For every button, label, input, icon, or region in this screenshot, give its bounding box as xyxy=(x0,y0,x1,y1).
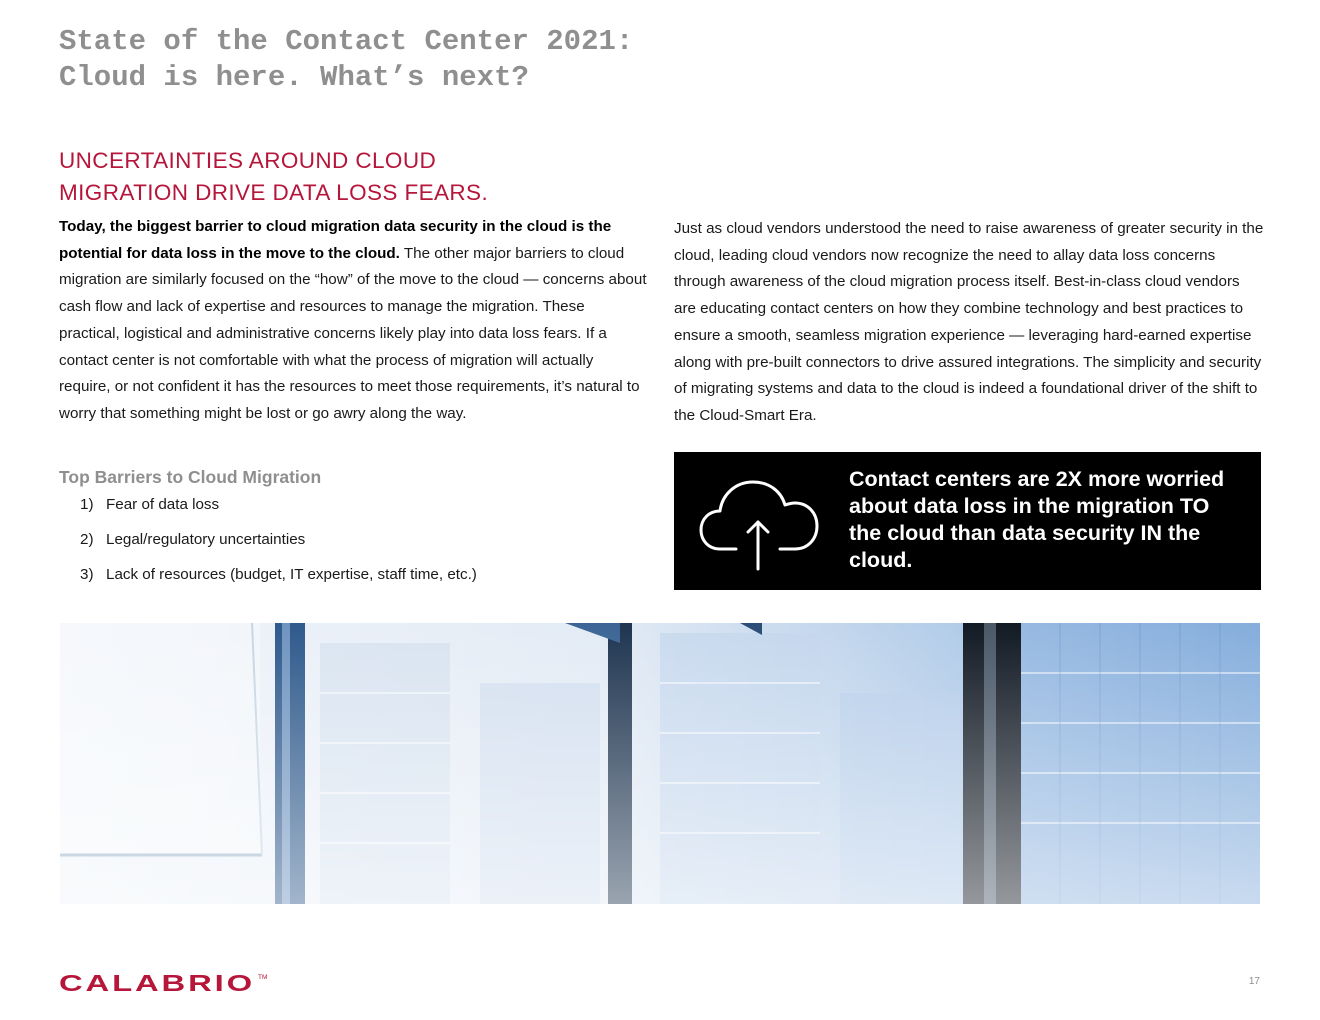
document-title-line-1: State of the Contact Center 2021: xyxy=(59,25,634,58)
page-number: 17 xyxy=(1248,976,1260,987)
document-title-line-2: Cloud is here. What’s next? xyxy=(59,61,529,94)
list-item-text: Lack of resources (budget, IT expertise, staff time, etc.) xyxy=(106,566,477,583)
office-window-photo xyxy=(60,623,1260,904)
list-item xyxy=(80,493,477,528)
lead-sentence: Today, the biggest barrier to cloud migration data security in the cloud is the potential for data loss in the move to the cloud. xyxy=(59,218,612,262)
list-item-text: Fear of data loss xyxy=(106,496,220,513)
left-column-paragraph xyxy=(59,214,649,428)
list-item-number: 1) xyxy=(80,496,94,513)
barriers-title: Top Barriers to Cloud Migration xyxy=(59,467,322,487)
logo-trademark: TM xyxy=(258,974,268,981)
calabrio-logo xyxy=(59,970,271,999)
callout-text: Contact centers are 2X more worried about data loss in the migration TO the cloud than data security IN the cloud. xyxy=(849,467,1225,572)
list-item xyxy=(80,528,477,563)
document-title xyxy=(59,24,633,96)
list-item xyxy=(80,563,477,598)
logo-wordmark: CALABRIO xyxy=(59,970,255,994)
callout-box xyxy=(674,452,1261,590)
cloud-upload-icon xyxy=(698,476,820,574)
section-heading-line-1: UNCERTAINTIES AROUND CLOUD xyxy=(59,148,437,173)
list-item-text: Legal/regulatory uncertainties xyxy=(106,531,306,548)
barriers-list xyxy=(80,493,477,598)
left-body-text: The other major barriers to cloud migration are similarly focused on the “how” of the move to the cloud — concerns about cash flow and lack of expertise and resources to manage the migration. These practical, logistical and administrative concerns likely play into data loss fears. If a contact center is not comfortable with what the process of migration will actually require, or not confident it has the resources to meet those requirements, it’s natural to worry that something might be lost or go awry along the way. xyxy=(59,244,647,422)
right-column-paragraph: Just as cloud vendors understood the need to raise awareness of greater security in the cloud, leading cloud vendors now recognize the need to allay data loss concerns through awareness of the cloud migration process itself. Best-in-class cloud vendors are educating contact centers on how they combine technology and best practices to ensure a smooth, seamless migration experience — leveraging hard-earned expertise along with pre-built connectors to drive assured integrations. The simplicity and security of migrating systems and data to the cloud is indeed a foundational driver of the shift to the Cloud-Smart Era. xyxy=(674,220,1264,424)
section-heading-line-2: MIGRATION DRIVE DATA LOSS FEARS. xyxy=(59,180,489,205)
list-item-number: 3) xyxy=(80,566,94,583)
section-heading xyxy=(59,145,488,209)
list-item-number: 2) xyxy=(80,531,94,548)
